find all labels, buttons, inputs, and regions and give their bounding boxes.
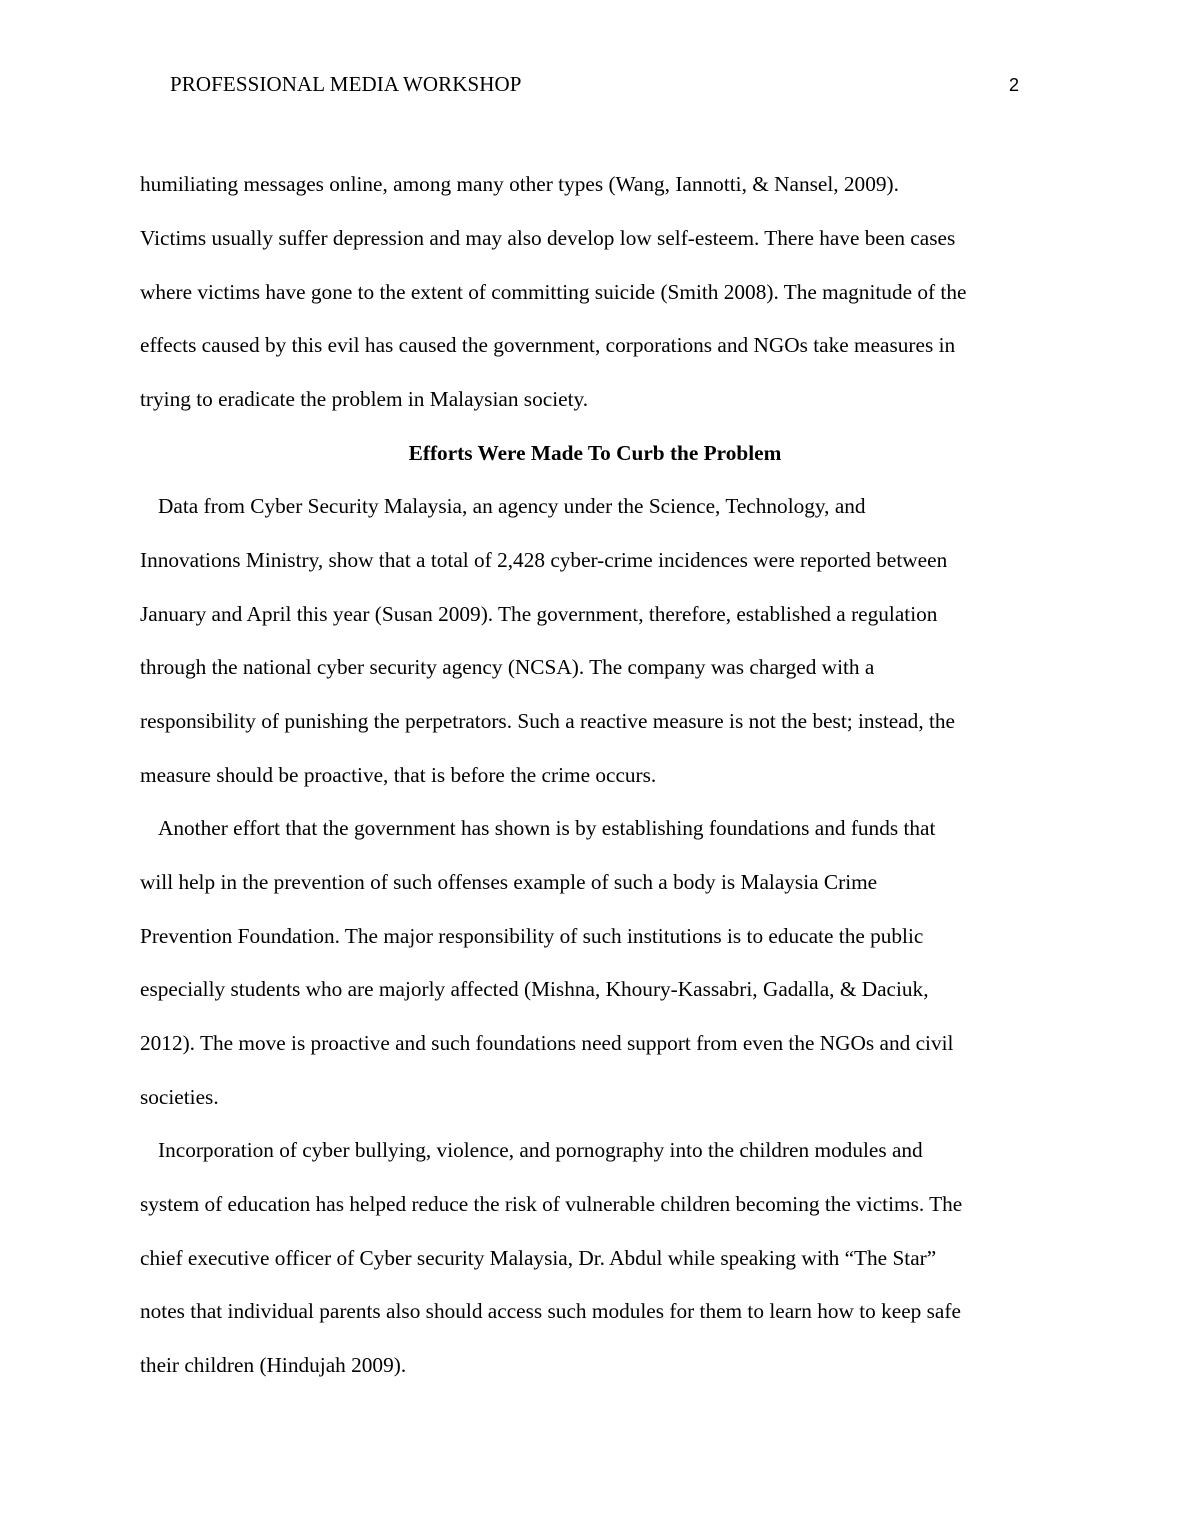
section-heading: Efforts Were Made To Curb the Problem (408, 441, 782, 465)
text-line: Innovations Ministry, show that a total of 2,428 cyber-crime incidences were reported between (140, 548, 948, 572)
text-line: responsibility of punishing the perpetrators. Such a reactive measure is not the best; instead, the (140, 709, 955, 733)
text-line: notes that individual parents also should access such modules for them to learn how to keep safe (140, 1299, 961, 1323)
text-line: Victims usually suffer depression and may also develop low self-esteem. There have been cases (140, 226, 956, 250)
text-line: trying to eradicate the problem in Malaysian society. (140, 387, 589, 411)
text-line: Another effort that the government has shown is by establishing foundations and funds that (158, 816, 936, 840)
text-line: chief executive officer of Cyber security Malaysia, Dr. Abdul while speaking with “The Star” (140, 1246, 937, 1270)
text-line: societies. (140, 1085, 219, 1109)
text-line: system of education has helped reduce the risk of vulnerable children becoming the victims. The (140, 1192, 963, 1216)
text-line: their children (Hindujah 2009). (140, 1353, 407, 1377)
text-line: humiliating messages online, among many other types (Wang, Iannotti, & Nansel, 2009). (140, 172, 899, 196)
running-head: PROFESSIONAL MEDIA WORKSHOP (170, 72, 522, 96)
text-line: especially students who are majorly affected (Mishna, Khoury-Kassabri, Gadalla, & Daciuk, (140, 977, 929, 1001)
text-line: measure should be proactive, that is before the crime occurs. (140, 763, 657, 787)
text-line: Data from Cyber Security Malaysia, an agency under the Science, Technology, and (158, 494, 866, 518)
text-line: will help in the prevention of such offenses example of such a body is Malaysia Crime (140, 870, 878, 894)
text-line: Prevention Foundation. The major responsibility of such institutions is to educate the public (140, 924, 924, 948)
text-line: where victims have gone to the extent of committing suicide (Smith 2008). The magnitude of the (140, 280, 967, 304)
text-line: effects caused by this evil has caused the government, corporations and NGOs take measures in (140, 333, 956, 357)
text-line: Incorporation of cyber bullying, violence, and pornography into the children modules and (158, 1138, 923, 1162)
text-line: through the national cyber security agency (NCSA). The company was charged with a (140, 655, 875, 679)
page-number: 2 (1009, 75, 1020, 95)
text-line: 2012). The move is proactive and such foundations need support from even the NGOs and civil (140, 1031, 954, 1055)
text-line: January and April this year (Susan 2009). The government, therefore, established a regulation (140, 602, 938, 626)
